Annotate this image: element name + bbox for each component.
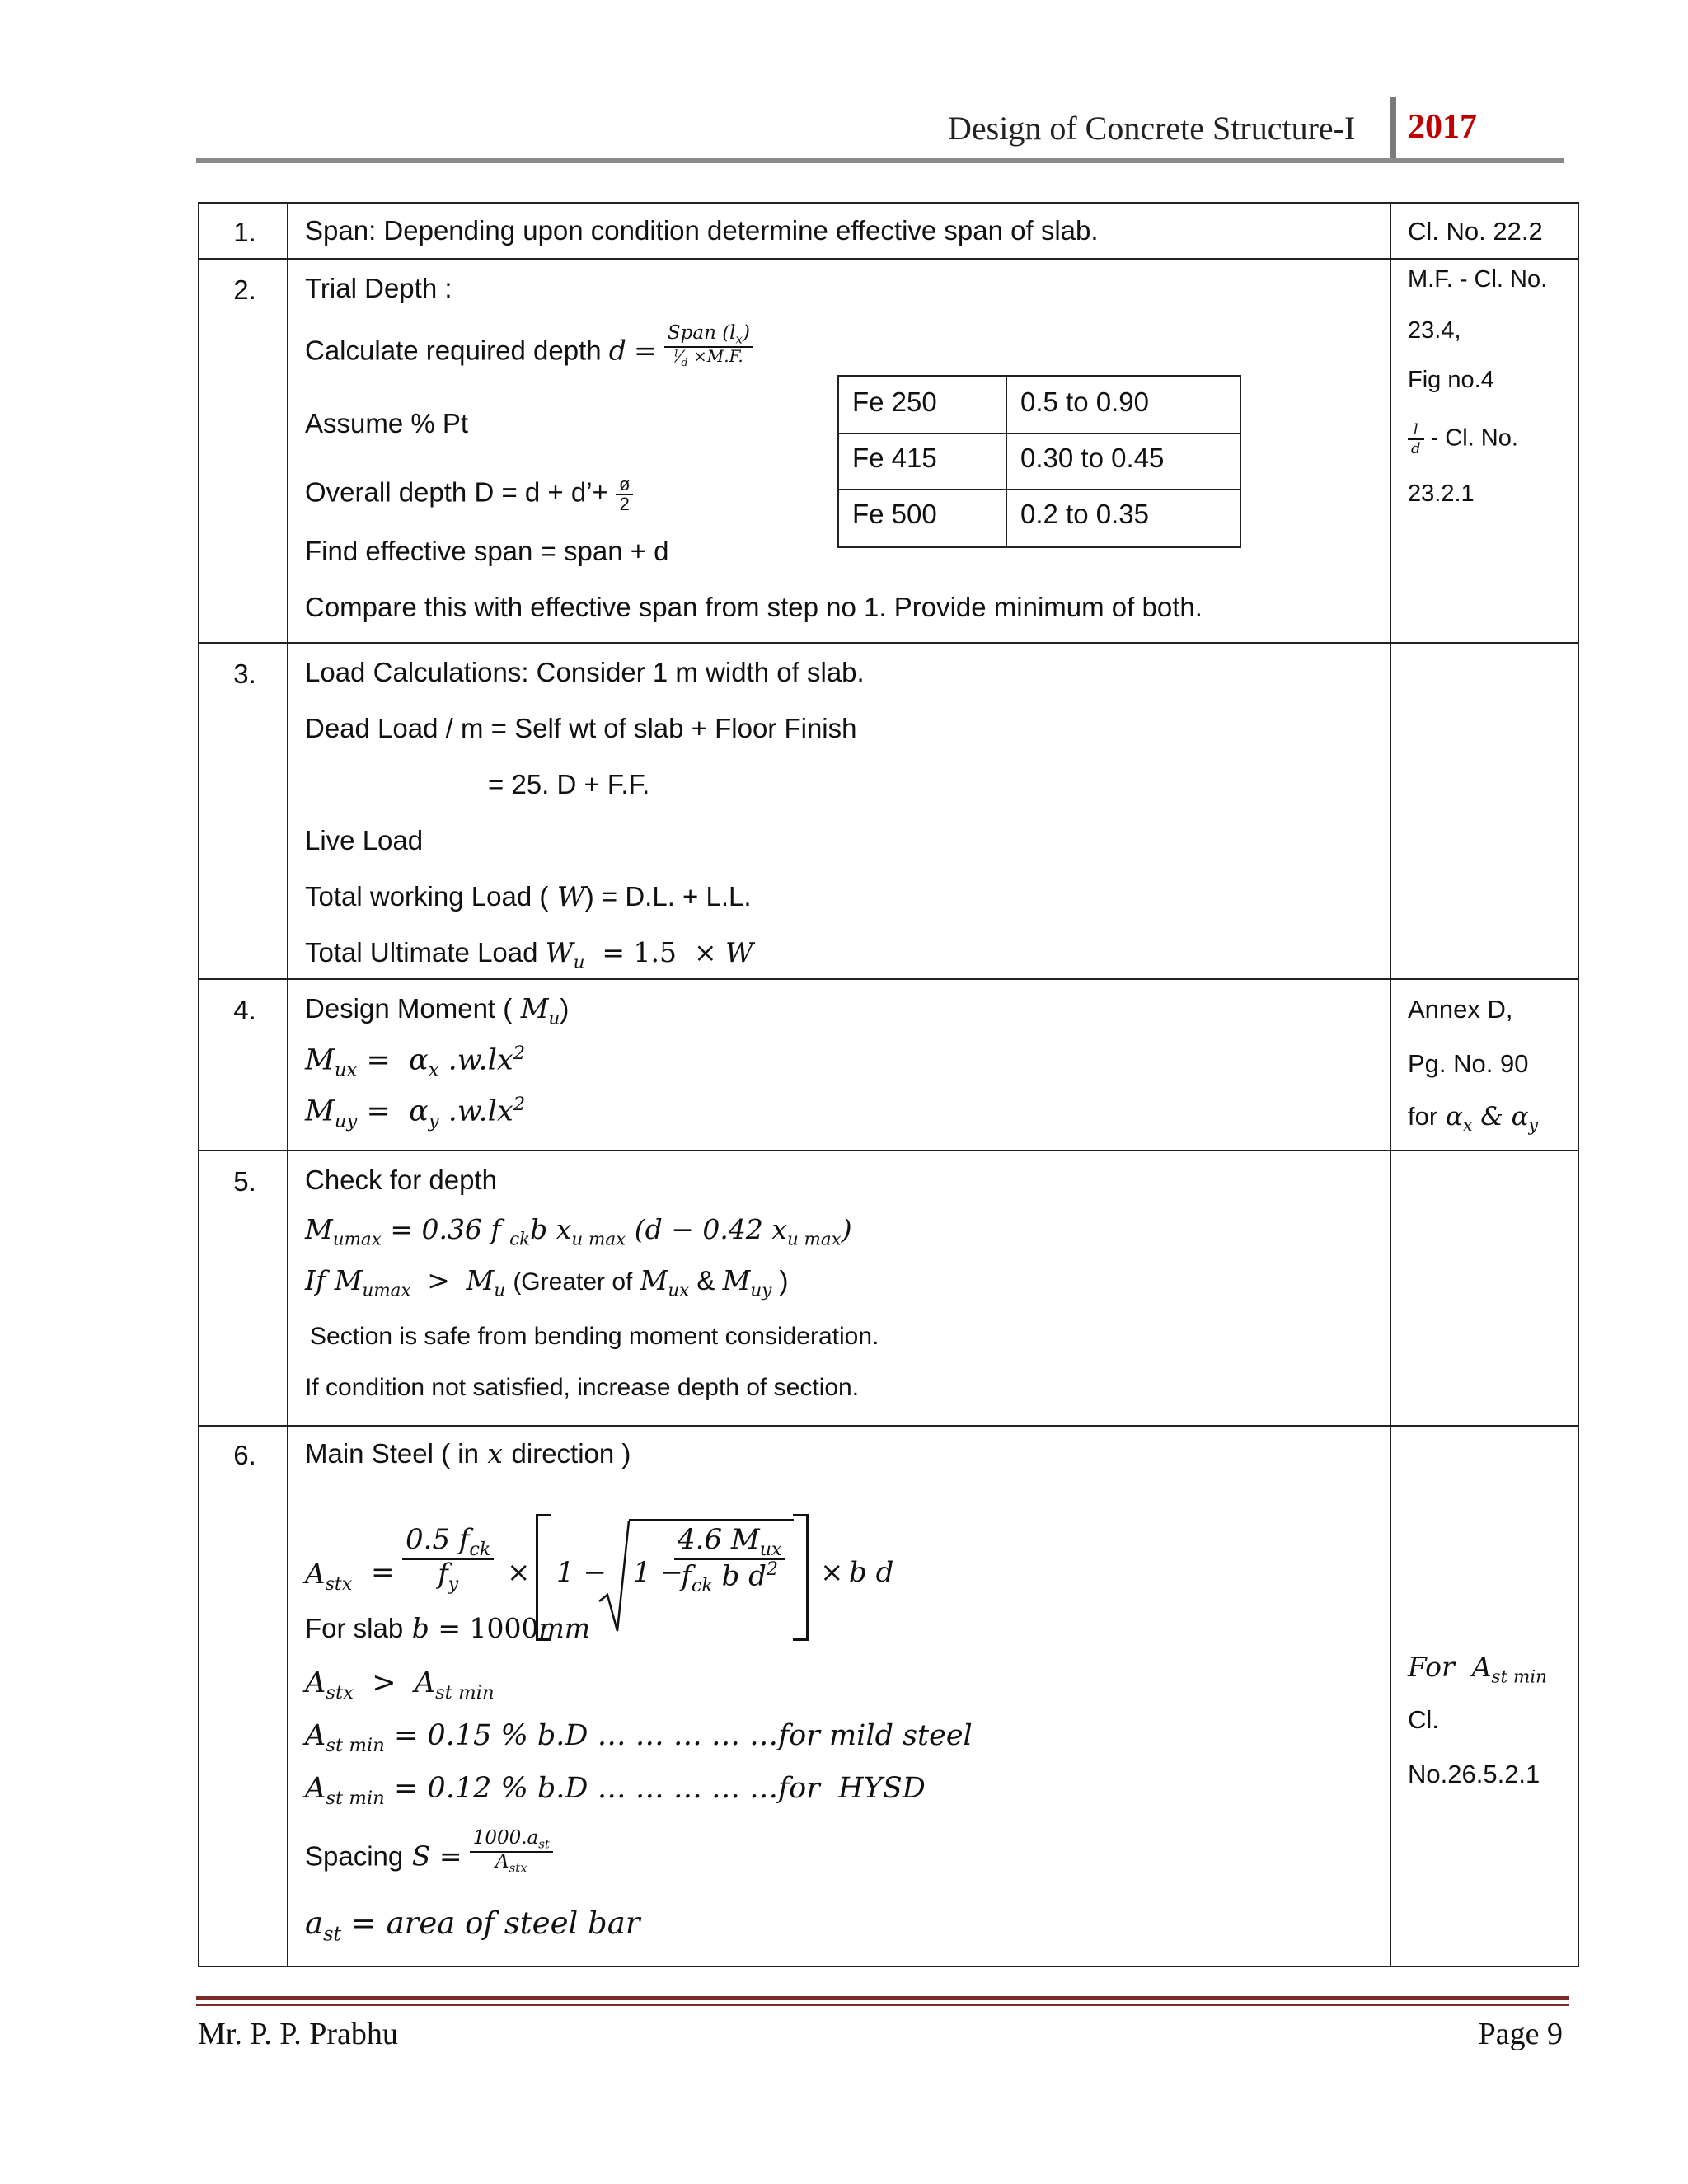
phi-fraction: $\frac{ø}{2}$ [616, 476, 633, 513]
step-text: Assume % Pt [305, 408, 469, 438]
clause-reference: Pg. No. 90 [1408, 1049, 1529, 1078]
header-title: Design of Concrete Structure-I [948, 110, 1356, 147]
clause-reference: Cl. No. 22.2 [1408, 217, 1543, 246]
moment-formula-x: $M_{ux} = \alpha_x$ $.w.lx^2$ [305, 1043, 526, 1081]
column-divider [1390, 204, 1391, 1966]
row-divider [199, 978, 1578, 980]
step-text: Calculate required depth d = $\frac{Span (l_x)}{ˡ⁄_d \times M.F.}$ [305, 330, 753, 375]
ast-min-hysd: $A_{st min} = 0.12$ % b.D … … … … …for HYSD [305, 1772, 926, 1809]
row-divider [839, 489, 1240, 490]
clause-reference: $\frac{l}{d}$ - Cl. No. [1408, 421, 1518, 457]
step-text: Total working Load ( W) = D.L. + L.L. [305, 880, 752, 912]
step-number: 1. [233, 217, 256, 247]
ast-definition: $a_{st}$ = area of steel bar [305, 1905, 640, 1946]
clause-reference: for $\alpha_x$ & $\alpha_y$ [1408, 1102, 1538, 1136]
clause-reference: For $A_{st min}$ [1408, 1651, 1547, 1688]
step-text: For slab b = 1000mm [305, 1612, 591, 1644]
step-text: Section is safe from bending moment consideration. [310, 1323, 879, 1350]
ast-fraction-b: 4.6 $M_{ux}$ $f_{ck}$ b $d^2$ [674, 1526, 785, 1595]
step-text: Load Calculations: Consider 1 m width of slab. [305, 657, 865, 687]
step-number: 2. [233, 274, 256, 305]
clause-reference: Cl. [1408, 1705, 1439, 1734]
step-text: Main Steel ( in x direction ) [305, 1437, 631, 1469]
step-text: Compare this with effective span from step no 1. Provide minimum of both. [305, 592, 1203, 622]
step-number: 6. [233, 1440, 256, 1470]
row-divider [839, 433, 1240, 434]
moment-formula-y: $M_{uy} = \alpha_y$ $.w.lx^2$ [305, 1094, 526, 1132]
footer-rule [196, 1996, 1569, 2000]
step-number: 4. [233, 995, 256, 1025]
sqrt-bar [629, 1519, 794, 1521]
pt-range: 0.2 to 0.35 [1020, 499, 1149, 529]
column-divider [287, 204, 288, 1966]
row-divider [199, 258, 1578, 260]
step-text: Total Ultimate Load $W_u = 1.5 \times W$ [305, 936, 754, 973]
step-text: Dead Load / m = Self wt of slab + Floor Finish [305, 713, 857, 743]
step-text: Check for depth [305, 1165, 497, 1195]
step-text: Spacing S = $\frac{1000.a_{st}}{A_{stx}}$ [305, 1835, 553, 1881]
steel-grade-table [837, 375, 1241, 548]
step-text: Overall depth D = d + d’+ $\frac{ø}{2}$ [305, 476, 633, 513]
mumax-formula: $M_{umax} = 0.36$ f $_{ck}$b $x_{u max}$ (d − 0.42 $x_{u max}$) [305, 1213, 852, 1250]
steel-grade: Fe 500 [852, 499, 937, 529]
pt-range: 0.5 to 0.90 [1020, 387, 1149, 417]
row-divider [199, 1425, 1578, 1427]
right-bracket [793, 1514, 809, 1641]
step-number: 5. [233, 1166, 256, 1197]
step-text: Live Load [305, 825, 424, 855]
ast-fraction-a: 0.5 $f_{ck}$ $f_y$ [402, 1526, 494, 1593]
ast-min-mild: $A_{st min} = 0.15$ % b.D … … … … …for mild steel [305, 1719, 973, 1756]
page-number: Page 9 [1478, 2017, 1563, 2051]
step-text: Span: Depending upon condition determine effective span of slab. [305, 215, 1099, 246]
step-text-label: Calculate required depth [305, 335, 602, 366]
footer-rule [196, 2004, 1569, 2006]
step-text: Trial Depth : [305, 273, 452, 303]
depth-fraction: $\frac{Span (l_x)}{ˡ⁄_d \times M.F.}$ [664, 324, 753, 368]
step-text: If $M_{umax} > M_u$ (Greater of $M_{ux}$ & $M_{uy}$ ) [305, 1264, 789, 1301]
header-year: 2017 [1408, 108, 1477, 146]
step-number: 3. [233, 658, 256, 689]
step-text: = 25. D + F.F. [488, 769, 650, 799]
step-text: Design Moment ( $M_u$) [305, 992, 570, 1029]
design-steps-table: 1. Span: Depending upon condition determine effective span of slab. Cl. No. 22.2 2. Trial Depth : Calculate required depth d = $\frac{Span (l_x)}{ˡ⁄_d \times M.F.}$ Assume % Pt Overall depth D = d + d’+ $\frac{ø}{2}$ Find effective span = span + d Compare this with effective span from step no 1. Provide minimum of both. Fe 250 0.5 to 0.90 Fe 415 0.30 to 0.45 Fe 500 0.2 to 0.35 M.F. - Cl. No. 23.4, Fig no.4 $\frac{l}{d}$ - Cl. No. 23.2.1 3. Load Calculations: Consider 1 m width of slab. Dead Load / m = Self wt of slab + Floor Finish = 25. D + F.F. Live Load Total working Load ( W) = D.L. + L.L. Total Ultimate Load $W_u = 1.5 \times W$ 4. Design Moment ( $M_u$) $M_{ux} = \alpha_x$ $.w.lx^2$ $M_{uy} = \alpha_y$ $.w.lx^2$ Annex D, Pg. No. 90 for $\alpha_x$ & $\alpha_y$ 5. Check for depth $M_{umax} = 0.36$ f $_{ck}$b $x_{u max}$ (d − 0.42 $x_{u max}$) If $M_{umax} > M_u$ (Greater of $M_{ux}$ & $M_{uy}$ ) Section is safe from bending moment consideration. If condition not satisfied, increase depth of section. 6. Main Steel ( in x direction ) $A_{stx}$ = 0.5 $f_{ck}$ $f_y$ × 1 − 1 − 4.6 $M_{ux}$ $f_{ck}$ b $d^2$ × b d For slab b = 1000mm $A_{stx} > A_{st min}$ $A_{st min} = 0.15$ % b.D … … … … …for mild steel $A_{st min} = 0.12$ % b.D … … … … …for HYSD Spacing S = $\frac{1000.a_{st}}{A_{stx}}$ $a_{st}$ = area of steel bar For $A_{st min}$ Cl. No.26.5.2.1 [198, 202, 1579, 1967]
pt-range: 0.30 to 0.45 [1020, 443, 1165, 473]
l-over-d-fraction: $\frac{l}{d}$ [1408, 421, 1424, 457]
spacing-fraction: $\frac{1000.a_{st}}{A_{stx}}$ [470, 1829, 553, 1874]
clause-reference: Fig no.4 [1408, 367, 1494, 393]
footer-author: Mr. P. P. Prabhu [198, 2017, 398, 2051]
row-divider [199, 642, 1578, 644]
header-rule [196, 158, 1564, 163]
clause-reference: 23.4, [1408, 317, 1461, 344]
clause-reference: No.26.5.2.1 [1408, 1760, 1540, 1788]
clause-reference: 23.2.1 [1408, 480, 1475, 507]
step-text: If condition not satisfied, increase depth of section. [305, 1374, 860, 1401]
column-divider [1006, 377, 1007, 546]
sqrt-sign [598, 1519, 631, 1634]
step-text: Find effective span = span + d [305, 536, 669, 566]
clause-reference: Annex D, [1408, 995, 1513, 1024]
clause-reference: M.F. - Cl. No. [1408, 266, 1548, 293]
steel-grade: Fe 250 [852, 387, 937, 417]
steel-grade: Fe 415 [852, 443, 937, 473]
ast-min-check: $A_{stx} > A_{st min}$ [305, 1666, 495, 1704]
depth-formula: d [608, 334, 626, 367]
row-divider [199, 1150, 1578, 1151]
header-divider [1390, 97, 1396, 163]
